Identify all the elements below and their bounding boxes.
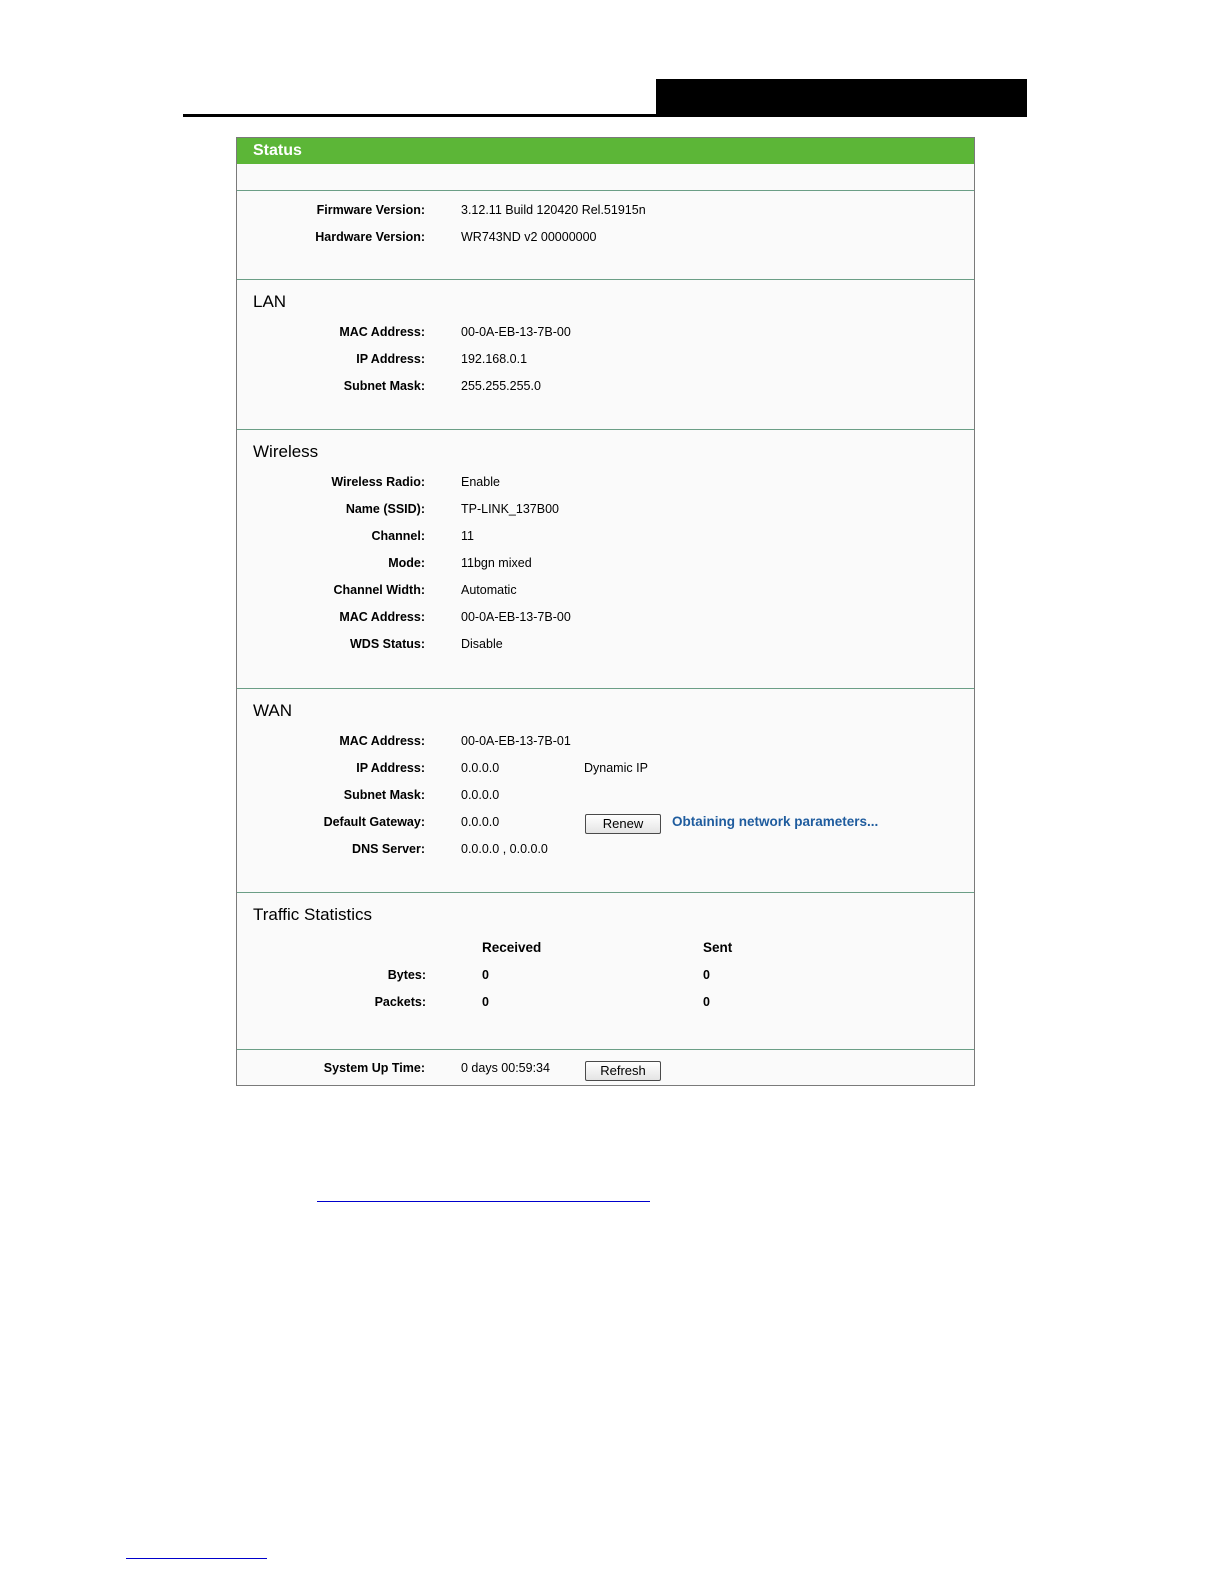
- traffic-bytes-sent: 0: [703, 968, 710, 982]
- lan-ip-value: 192.168.0.1: [461, 352, 528, 366]
- hardware-value: WR743ND v2 00000000: [461, 230, 597, 244]
- hardware-label: Hardware Version:: [315, 230, 425, 244]
- version-section: [237, 191, 974, 280]
- lan-mask-value: 255.255.255.0: [461, 379, 541, 393]
- page-header-block: [656, 79, 1027, 117]
- wireless-channel-row: [237, 529, 974, 549]
- wireless-channel-label: Channel:: [371, 529, 425, 543]
- wireless-ssid-row: [237, 502, 974, 522]
- status-panel: [236, 137, 975, 1086]
- firmware-value: 3.12.11 Build 120420 Rel.51915n: [461, 203, 646, 217]
- wireless-mac-value: 00-0A-EB-13-7B-00: [461, 610, 571, 624]
- wireless-wds-row: [237, 637, 974, 657]
- lan-mask-row: [237, 379, 974, 399]
- traffic-packets-row: [237, 995, 974, 1015]
- traffic-bytes-label: Bytes:: [387, 968, 426, 982]
- lan-title: LAN: [253, 292, 287, 311]
- wan-mac-row: [237, 734, 974, 754]
- traffic-col-received: Received: [482, 940, 542, 955]
- uptime-section: [237, 1050, 974, 1088]
- lan-mac-value: 00-0A-EB-13-7B-00: [461, 325, 571, 339]
- wan-dns-value: 0.0.0.0 , 0.0.0.0: [461, 842, 548, 856]
- wan-mac-label: MAC Address:: [339, 734, 425, 748]
- wireless-mode-label: Mode:: [388, 556, 425, 570]
- wan-mask-row: [237, 788, 974, 808]
- wireless-section: [237, 430, 974, 689]
- wan-dns-row: [237, 842, 974, 862]
- lan-mac-label: MAC Address:: [339, 325, 425, 339]
- firmware-label: Firmware Version:: [316, 203, 425, 217]
- traffic-col-sent: Sent: [703, 940, 733, 955]
- wan-mac-value: 00-0A-EB-13-7B-01: [461, 734, 571, 748]
- wan-mask-label: Subnet Mask:: [343, 788, 425, 802]
- wireless-channel-value: 11: [461, 529, 474, 543]
- traffic-bytes-received: 0: [482, 968, 489, 982]
- wireless-mode-value: 11bgn mixed: [461, 556, 532, 570]
- lan-ip-label: IP Address:: [356, 352, 425, 366]
- link-underline[interactable]: [317, 1201, 650, 1202]
- wan-ip-label: IP Address:: [356, 761, 425, 775]
- wireless-mac-label: MAC Address:: [339, 610, 425, 624]
- lan-mac-row: [237, 325, 974, 345]
- footnote-underline: [126, 1558, 267, 1559]
- wireless-width-value: Automatic: [461, 583, 517, 597]
- wireless-radio-row: [237, 475, 974, 495]
- renew-button[interactable]: Renew: [585, 814, 661, 834]
- firmware-row: [237, 203, 974, 223]
- traffic-packets-label: Packets:: [374, 995, 426, 1009]
- wireless-mode-row: [237, 556, 974, 576]
- lan-mask-label: Subnet Mask:: [343, 379, 425, 393]
- refresh-button[interactable]: Refresh: [585, 1061, 661, 1081]
- wan-mask-value: 0.0.0.0: [461, 788, 500, 802]
- wireless-mac-row: [237, 610, 974, 630]
- traffic-bytes-row: [237, 968, 974, 988]
- wan-gateway-label: Default Gateway:: [323, 815, 425, 829]
- lan-section: [237, 280, 974, 430]
- wan-title: WAN: [253, 701, 293, 720]
- wan-dns-label: DNS Server:: [352, 842, 425, 856]
- wireless-ssid-label: Name (SSID):: [345, 502, 425, 516]
- wan-ip-value: 0.0.0.0: [461, 761, 500, 775]
- uptime-value: 0 days 00:59:34: [461, 1061, 550, 1075]
- uptime-row: [237, 1061, 974, 1081]
- wan-section: [237, 689, 974, 893]
- traffic-title: Traffic Statistics: [253, 905, 373, 924]
- wireless-radio-value: Enable: [461, 475, 500, 489]
- wireless-title: Wireless: [253, 442, 319, 461]
- wireless-width-row: [237, 583, 974, 603]
- panel-spacer: [237, 164, 974, 191]
- traffic-header-row: [237, 940, 974, 960]
- uptime-label: System Up Time:: [323, 1061, 425, 1075]
- wan-status-message: Obtaining network parameters...: [672, 814, 879, 829]
- wan-gateway-row: [237, 815, 974, 835]
- traffic-packets-received: 0: [482, 995, 489, 1009]
- wireless-width-label: Channel Width:: [333, 583, 425, 597]
- traffic-section: [237, 893, 974, 1050]
- wireless-radio-label: Wireless Radio:: [331, 475, 425, 489]
- wireless-wds-label: WDS Status:: [350, 637, 425, 651]
- lan-ip-row: [237, 352, 974, 372]
- hardware-row: [237, 230, 974, 250]
- panel-title: Status: [237, 138, 974, 164]
- wan-ip-type: Dynamic IP: [584, 761, 648, 775]
- wan-gateway-value: 0.0.0.0: [461, 815, 500, 829]
- traffic-packets-sent: 0: [703, 995, 710, 1009]
- wireless-wds-value: Disable: [461, 637, 503, 651]
- wireless-ssid-value: TP-LINK_137B00: [461, 502, 559, 516]
- wan-ip-row: [237, 761, 974, 781]
